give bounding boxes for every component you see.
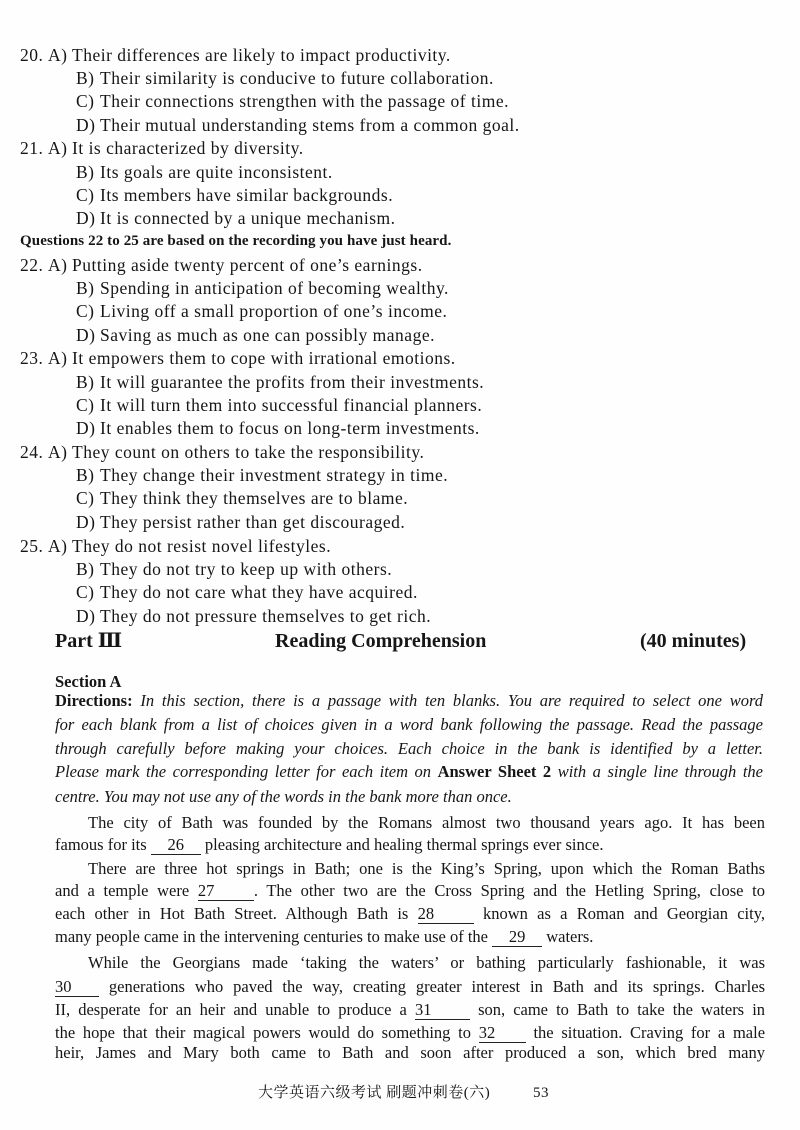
question-24-option-d bbox=[76, 511, 405, 533]
blank-31: 31 bbox=[415, 1001, 470, 1020]
option-text: It will guarantee the profits from their investments. bbox=[100, 372, 485, 392]
part-time: (40 minutes) bbox=[640, 630, 747, 652]
option-label: C) bbox=[76, 488, 95, 508]
passage-line bbox=[55, 976, 765, 998]
answer-sheet-reference: Answer Sheet 2 bbox=[437, 762, 552, 781]
question-number: 23. bbox=[20, 348, 44, 368]
question-number: 24. bbox=[20, 442, 44, 462]
option-text: They do not resist novel lifestyles. bbox=[72, 536, 332, 556]
question-23-option-b bbox=[76, 371, 484, 393]
passage-line: heir, James and Mary both came to Bath and soon after produced a son, which bred many bbox=[55, 1043, 765, 1062]
question-25-option-c bbox=[76, 581, 418, 603]
question-number: 20. bbox=[20, 45, 44, 65]
option-label: B) bbox=[76, 465, 95, 485]
option-label: D) bbox=[76, 606, 96, 626]
question-24-option-a bbox=[20, 441, 424, 463]
passage-line: There are three hot springs in Bath; one is the King’s Spring, upon which the Roman Baths bbox=[88, 859, 765, 878]
option-label: A) bbox=[48, 255, 68, 275]
option-text: They do not try to keep up with others. bbox=[100, 559, 393, 579]
option-text: They persist rather than get discouraged. bbox=[100, 512, 406, 532]
passage-text: famous for its bbox=[55, 835, 147, 854]
option-label: A) bbox=[48, 442, 68, 462]
page-number: 53 bbox=[533, 1085, 549, 1101]
option-label: C) bbox=[76, 185, 95, 205]
question-21-option-c bbox=[76, 184, 393, 206]
option-label: D) bbox=[76, 325, 96, 345]
passage-text: son, came to Bath to take the waters in bbox=[478, 1000, 766, 1019]
option-label: B) bbox=[76, 162, 95, 182]
option-label: A) bbox=[48, 45, 68, 65]
option-text: They change their investment strategy in time. bbox=[100, 465, 449, 485]
option-text: They count on others to take the responsibility. bbox=[72, 442, 425, 462]
question-21-option-b bbox=[76, 161, 333, 183]
directions-text: Please mark the corresponding letter for each item on bbox=[55, 762, 432, 781]
option-label: B) bbox=[76, 559, 95, 579]
passage-text: generations who paved the way, creating greater interest in Bath and its springs. Charles bbox=[108, 977, 766, 996]
question-24-option-b bbox=[76, 464, 448, 486]
option-label: D) bbox=[76, 512, 96, 532]
question-number: 25. bbox=[20, 536, 44, 556]
option-label: D) bbox=[76, 418, 96, 438]
directions-line-4 bbox=[55, 761, 763, 783]
directions-line-2: for each blank from a list of choices given in a word bank following the passage. Read the passage bbox=[55, 715, 763, 734]
option-text: It is characterized by diversity. bbox=[72, 138, 304, 158]
directions-line-1 bbox=[55, 690, 763, 712]
passage-text: the hope that their magical powers would do something to bbox=[55, 1023, 471, 1042]
passage-line bbox=[55, 1022, 765, 1044]
option-label: A) bbox=[48, 138, 68, 158]
question-22-option-c bbox=[76, 300, 447, 322]
option-text: Saving as much as one can possibly manage. bbox=[100, 325, 435, 345]
passage-line bbox=[55, 880, 765, 902]
option-text: Their connections strengthen with the passage of time. bbox=[100, 91, 509, 111]
option-text: They think they themselves are to blame. bbox=[100, 488, 409, 508]
option-text: Its members have similar backgrounds. bbox=[100, 185, 394, 205]
question-22-option-d bbox=[76, 324, 435, 346]
passage-text: and a temple were bbox=[55, 881, 190, 900]
question-20-option-a bbox=[20, 44, 451, 66]
option-label: B) bbox=[76, 68, 95, 88]
option-text: It empowers them to cope with irrational emotions. bbox=[72, 348, 456, 368]
passage-text: . The other two are the Cross Spring and the Hetling Spring, close to bbox=[253, 881, 766, 900]
option-text: Putting aside twenty percent of one’s earnings. bbox=[72, 255, 423, 275]
recording-instruction: Questions 22 to 25 are based on the recording you have just heard. bbox=[20, 233, 452, 249]
footer-title: 大学英语六级考试 刷题冲刺卷(六) bbox=[258, 1085, 491, 1101]
question-25-option-a bbox=[20, 535, 331, 557]
option-label: C) bbox=[76, 91, 95, 111]
blank-28: 28 bbox=[418, 905, 474, 924]
passage-text: each other in Hot Bath Street. Although Bath is bbox=[55, 904, 409, 923]
option-text: They do not care what they have acquired. bbox=[100, 582, 418, 602]
blank-27: 27 bbox=[198, 882, 254, 901]
passage-line bbox=[55, 903, 765, 925]
part-label: Part Ⅲ bbox=[55, 630, 123, 652]
passage-text: known as a Roman and Georgian city, bbox=[482, 904, 766, 923]
question-23-option-d bbox=[76, 417, 480, 439]
option-text: They do not pressure themselves to get rich. bbox=[100, 606, 432, 626]
directions-text: In this section, there is a passage with ten blanks. You are required to select one word bbox=[140, 691, 764, 710]
blank-30: 30 bbox=[55, 978, 99, 997]
passage-line: While the Georgians made ‘taking the waters’ or bathing particularly fashionable, it was bbox=[88, 953, 765, 972]
question-20-option-c bbox=[76, 90, 509, 112]
option-label: B) bbox=[76, 372, 95, 392]
option-text: Its goals are quite inconsistent. bbox=[100, 162, 333, 182]
option-text: Living off a small proportion of one’s income. bbox=[100, 301, 448, 321]
passage-line bbox=[55, 999, 765, 1021]
passage-line bbox=[55, 834, 765, 856]
passage-text: pleasing architecture and healing thermal springs ever since. bbox=[204, 835, 604, 854]
question-25-option-b bbox=[76, 558, 392, 580]
question-number: 22. bbox=[20, 255, 44, 275]
option-label: B) bbox=[76, 278, 95, 298]
directions-line-3: through carefully before making your choices. Each choice in the bank is identified by a letter. bbox=[55, 739, 763, 758]
passage-text: the situation. Craving for a male bbox=[533, 1023, 766, 1042]
section-heading: Section A bbox=[55, 672, 122, 691]
option-text: Their similarity is conducive to future collaboration. bbox=[100, 68, 494, 88]
question-20-option-d bbox=[76, 114, 520, 136]
option-text: Their differences are likely to impact productivity. bbox=[72, 45, 451, 65]
blank-29: 29 bbox=[492, 928, 542, 947]
directions-label: Directions: bbox=[55, 691, 133, 710]
option-label: A) bbox=[48, 348, 68, 368]
option-label: A) bbox=[48, 536, 68, 556]
option-label: D) bbox=[76, 115, 96, 135]
option-label: C) bbox=[76, 582, 95, 602]
directions-line-5: centre. You may not use any of the words in the bank more than once. bbox=[55, 787, 512, 806]
question-21-option-d bbox=[76, 207, 396, 229]
passage-text: II, desperate for an heir and unable to produce a bbox=[55, 1000, 407, 1019]
option-label: C) bbox=[76, 301, 95, 321]
option-text: It enables them to focus on long-term investments. bbox=[100, 418, 480, 438]
blank-32: 32 bbox=[479, 1024, 526, 1043]
option-text: It is connected by a unique mechanism. bbox=[100, 208, 396, 228]
question-22-option-a bbox=[20, 254, 423, 276]
passage-line bbox=[55, 926, 765, 948]
question-25-option-d bbox=[76, 605, 431, 627]
passage-text: waters. bbox=[546, 927, 594, 946]
option-text: It will turn them into successful financial planners. bbox=[100, 395, 483, 415]
option-text: Their mutual understanding stems from a common goal. bbox=[100, 115, 520, 135]
directions-text: with a single line through the bbox=[557, 762, 764, 781]
question-23-option-a bbox=[20, 347, 456, 369]
option-label: D) bbox=[76, 208, 96, 228]
part-title: Reading Comprehension bbox=[275, 630, 487, 652]
question-20-option-b bbox=[76, 67, 494, 89]
question-23-option-c bbox=[76, 394, 482, 416]
question-number: 21. bbox=[20, 138, 44, 158]
question-21-option-a bbox=[20, 137, 304, 159]
question-24-option-c bbox=[76, 487, 408, 509]
option-text: Spending in anticipation of becoming wealthy. bbox=[100, 278, 449, 298]
option-label: C) bbox=[76, 395, 95, 415]
passage-line: The city of Bath was founded by the Romans almost two thousand years ago. It has been bbox=[88, 813, 765, 832]
blank-26: 26 bbox=[151, 836, 201, 855]
passage-text: many people came in the intervening centuries to make use of the bbox=[55, 927, 488, 946]
question-22-option-b bbox=[76, 277, 449, 299]
